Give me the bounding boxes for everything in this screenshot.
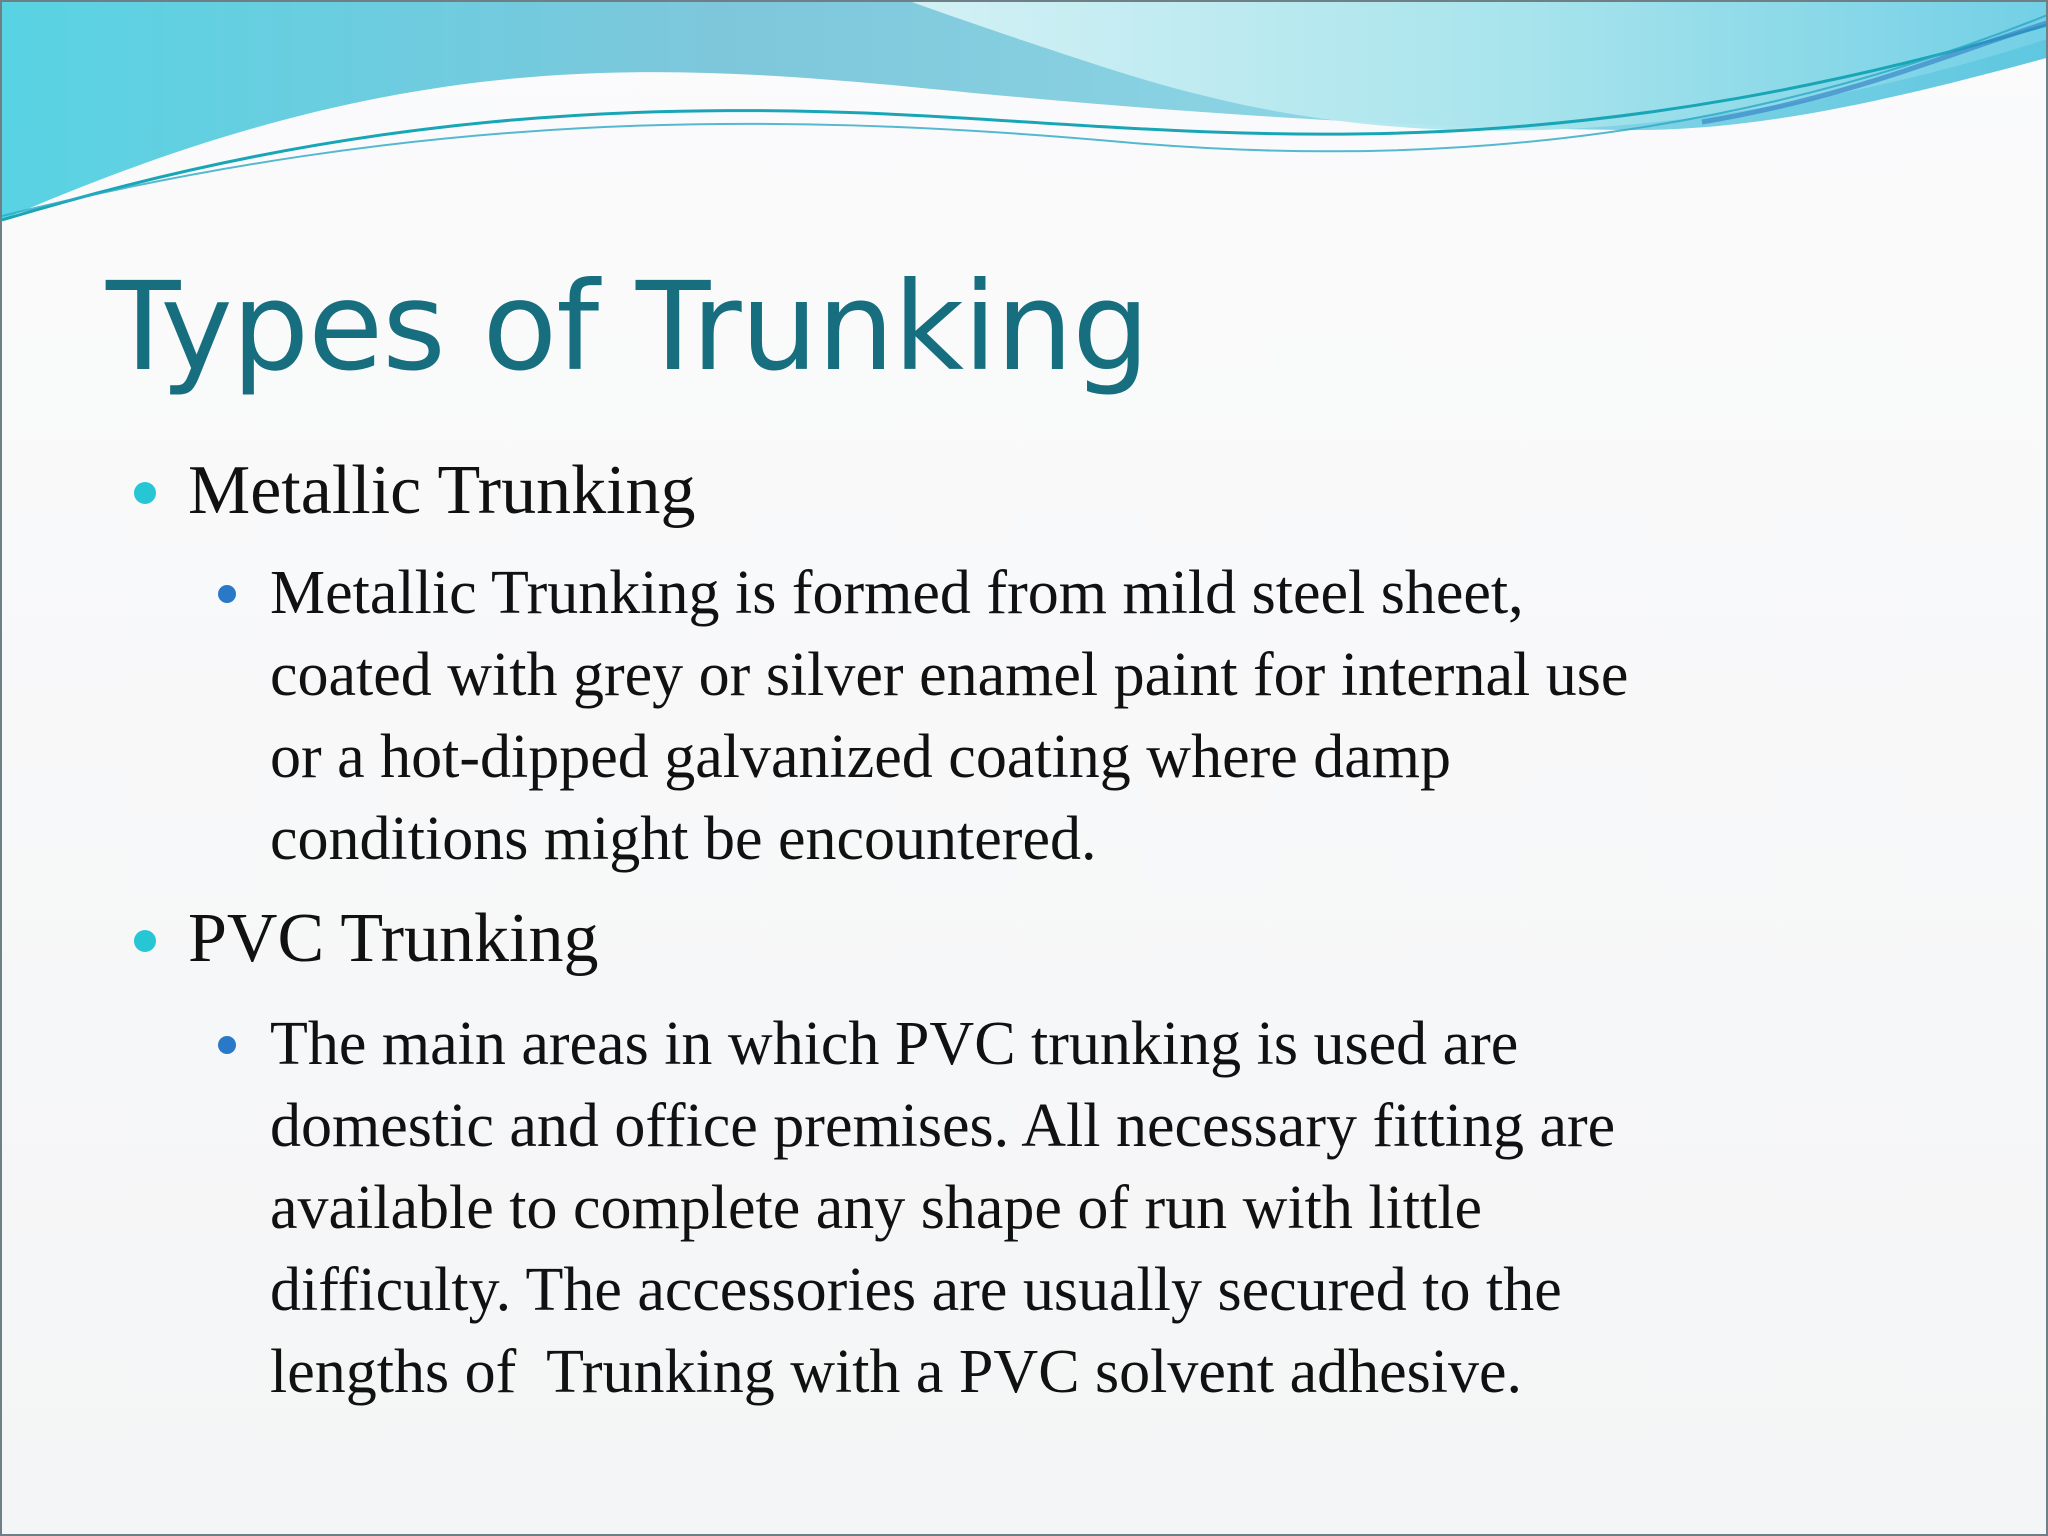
section-detail-pvc [270,1003,1870,1413]
bullet-dot-level2 [218,585,236,603]
detail-line: Metallic Trunking is formed from mild steel sheet, [270,559,1524,627]
detail-line: domestic and office premises. All necessary fitting are [270,1092,1616,1160]
detail-line: available to complete any shape of run with little [270,1174,1483,1242]
detail-line: conditions might be encountered. [270,805,1097,873]
detail-line: The main areas in which PVC trunking is used are [270,1010,1519,1078]
bullet-dot-level1 [134,482,156,504]
section-heading-pvc: PVC Trunking [188,900,599,977]
detail-line: or a hot-dipped galvanized coating where damp [270,723,1451,791]
detail-line: lengths of Trunking with a PVC solvent adhesive. [270,1338,1523,1406]
slide-title: Types of Trunking [106,256,1149,398]
detail-line: difficulty. The accessories are usually secured to the [270,1256,1562,1324]
slide-content [2,2,2048,1536]
detail-line: coated with grey or silver enamel paint for internal use [270,641,1629,709]
section-heading-metallic: Metallic Trunking [188,452,696,529]
section-detail-metallic [270,552,1870,880]
bullet-dot-level1 [134,930,156,952]
bullet-dot-level2 [218,1036,236,1054]
